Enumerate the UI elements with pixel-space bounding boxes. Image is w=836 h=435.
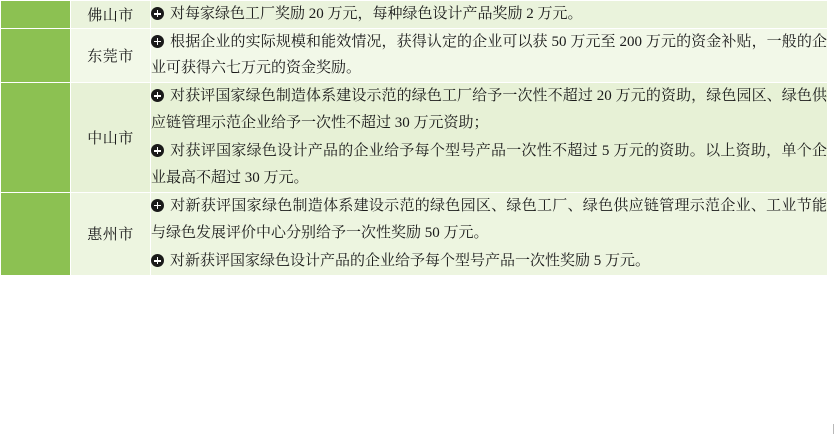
plus-circle-icon [151,254,164,267]
policy-paragraph [151,1,827,28]
policy-paragraph-text: 对获评国家绿色设计产品的企业给予每个型号产品一次性不超过 5 万元的资助。以上资助，单个企业最高不超过 30 万元。 [151,143,827,187]
policy-paragraph [151,193,827,246]
plus-circle-icon [151,144,164,157]
city-name-cell: 佛山市 [71,1,151,29]
left-green-gutter [1,192,71,275]
table-row [1,28,828,82]
left-green-gutter [1,28,71,82]
plus-circle-icon [151,35,164,48]
left-green-gutter [1,83,71,193]
table-row [1,192,828,275]
policy-content-cell [151,192,828,275]
policy-paragraph [151,83,827,136]
policy-paragraph-text: 对每家绿色工厂奖励 20 万元，每种绿色设计产品奖励 2 万元。 [170,6,583,22]
policy-paragraph [151,248,827,275]
policy-table-body [1,1,828,276]
plus-circle-icon [151,89,164,102]
plus-circle-icon [151,199,164,212]
policy-content-cell [151,1,828,29]
policy-paragraph [151,29,827,82]
policy-paragraph [151,138,827,191]
policy-content-cell [151,28,828,82]
plus-circle-icon [151,7,164,20]
city-name-cell: 中山市 [71,83,151,193]
city-name-cell: 东莞市 [71,28,151,82]
policy-paragraph-text: 对新获评国家绿色设计产品的企业给予每个型号产品一次性奖励 5 万元。 [170,253,651,270]
page-corner-mark [833,424,834,434]
city-name-cell: 惠州市 [71,192,151,275]
policy-paragraph-text: 根据企业的实际规模和能效情况，获得认定的企业可以获 50 万元至 200 万元的资金补贴，一般的企业可获得六七万元的资金奖励。 [151,33,827,77]
policy-paragraph-text: 对新获评国家绿色制造体系建设示范的绿色园区、绿色工厂、绿色供应链管理示范企业、工业节能与绿色发展评价中心分别给予一次性奖励 50 万元。 [151,197,827,241]
policy-paragraph-text: 对获评国家绿色制造体系建设示范的绿色工厂给予一次性不超过 20 万元的资助，绿色园区、绿色供应链管理示范企业给予一次性不超过 30 万元资助； [151,88,827,131]
policy-content-cell [151,83,828,193]
left-green-gutter [1,1,71,29]
table-row [1,83,828,193]
table-row [1,1,828,29]
